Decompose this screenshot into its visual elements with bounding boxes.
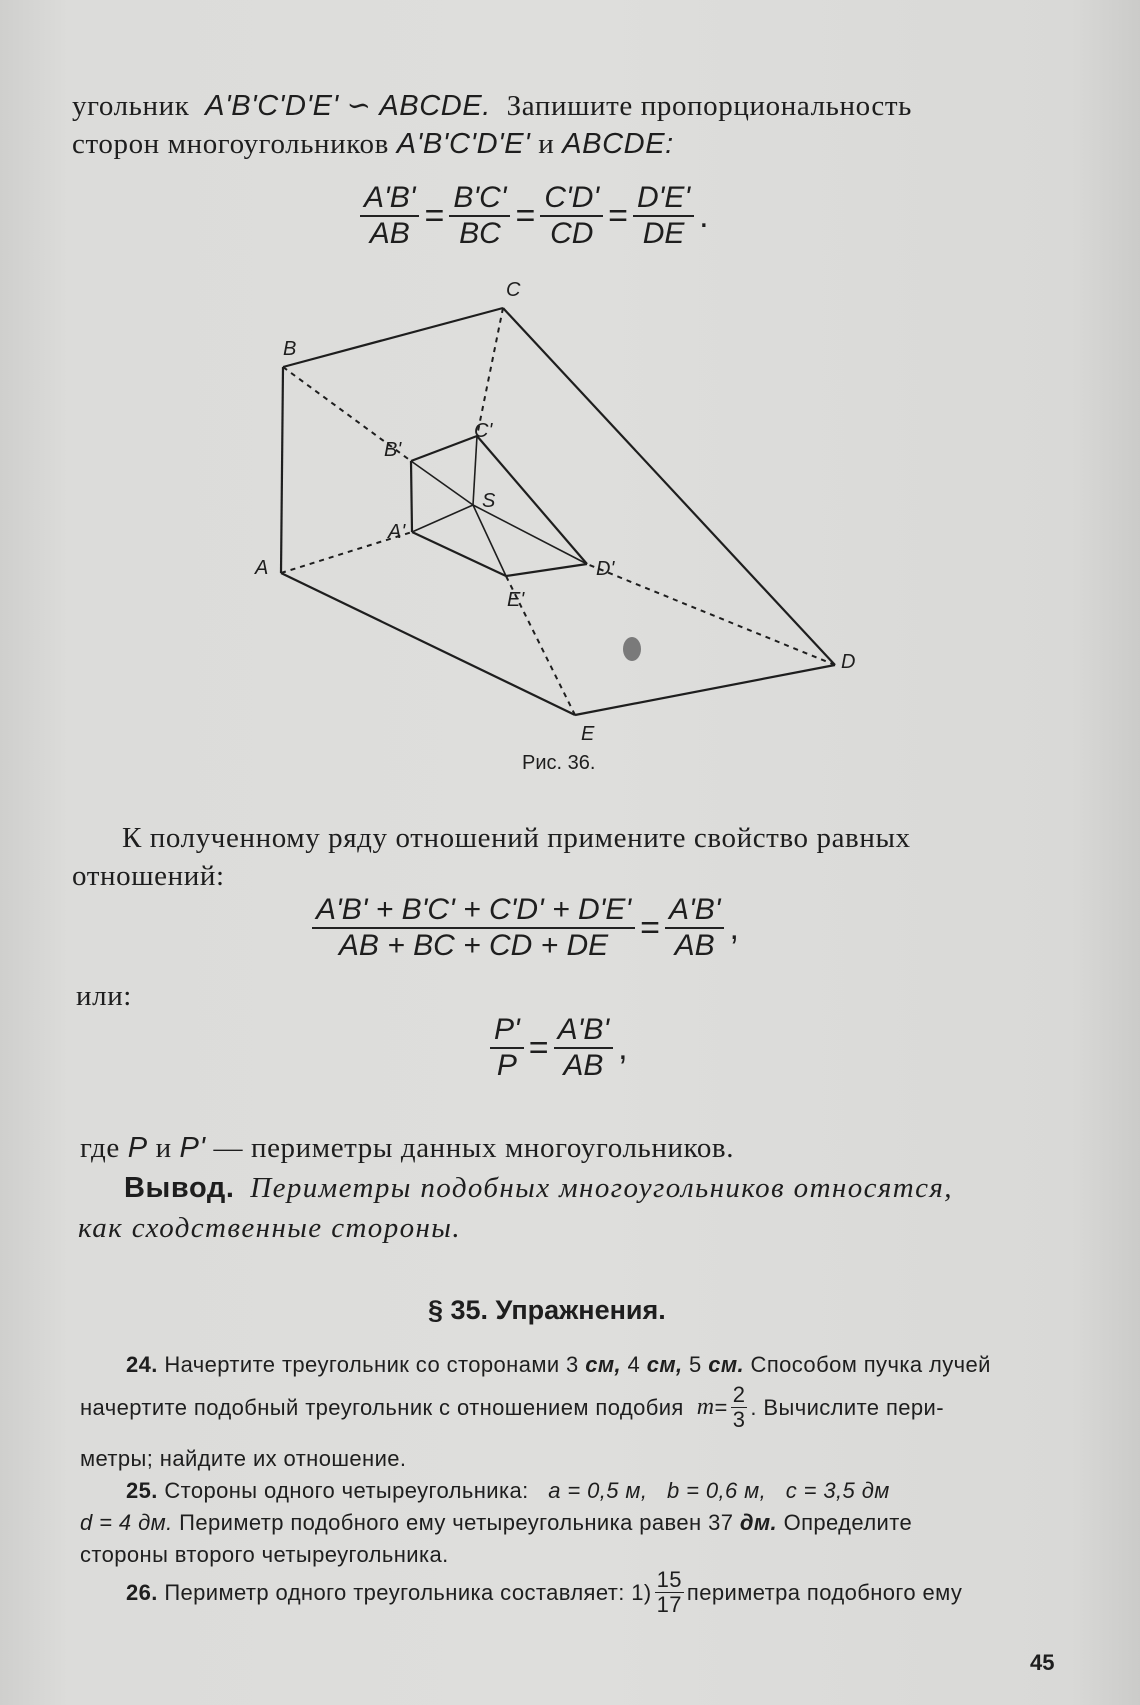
fraction: $\frac{15}{17}$ <box>656 1567 682 1617</box>
label-E1: E' <box>507 589 525 611</box>
exercise-26-line-1: 26. Периметр одного треугольника составляет: 1) $\frac{15}{17}$ периметра подобного ему <box>126 1567 963 1617</box>
label-D: D <box>841 651 856 673</box>
exercise-25-line-1: 25. Стороны одного четыреугольника: a = 0,5 м, b = 0,6 м, c = 3,5 дм <box>126 1478 890 1503</box>
ray-center-D <box>473 505 587 564</box>
ink-blot <box>623 637 641 661</box>
label-A1: A' <box>388 521 406 543</box>
fraction: $\frac{2}{3}$ <box>732 1382 746 1432</box>
or-word: или: <box>76 980 132 1012</box>
proportion-formula: $\frac{A'B'}{AB}$ = $\frac{B'C'}{BC}$ = $\frac{C'D'}{CD}$ = $\frac{D'E'}{DE}$ . <box>358 182 712 250</box>
fraction: $\frac{C'D'}{CD}$ <box>540 182 603 250</box>
label-B1: B' <box>384 439 402 461</box>
label-B: B <box>283 338 297 360</box>
top-line-1: угольник A'B'C'D'E' ∽ ABCDE. Запишите пропорциональность <box>72 90 912 122</box>
ray-center-E <box>473 505 506 576</box>
exercise-24-line-2: начертите подобный треугольник с отношением подобия m = $\frac{2}{3}$ . Вычислите пери- <box>80 1382 944 1432</box>
section-title: § 35. Упражнения. <box>428 1295 666 1325</box>
edge-CD <box>503 308 835 665</box>
para-line-1: К полученному ряду отношений примените свойство равных <box>122 822 911 854</box>
label-S: S <box>482 490 496 512</box>
page-number: 45 <box>1030 1650 1055 1675</box>
label-E: E <box>581 723 595 745</box>
ray-center-B <box>411 461 473 505</box>
fraction: $\frac{P'}{P}$ <box>490 1014 524 1082</box>
figure-36-diagram <box>240 270 880 750</box>
exercise-24-line-3: метры; найдите их отношение. <box>80 1446 407 1471</box>
fraction: $\frac{A'B'}{AB}$ <box>360 182 419 250</box>
fraction: $\frac{A'B'}{AB}$ <box>665 894 724 962</box>
edge-AB <box>281 367 283 573</box>
label-A: A <box>255 557 269 579</box>
exercise-24-line-1: 24. Начертите треугольник со сторонами 3 см, 4 см, 5 см. Способом пучка лучей <box>126 1352 991 1377</box>
conclusion-line-1: Вывод. Периметры подобных многоугольников относятся, <box>124 1172 953 1204</box>
sum-ratio-formula: $\frac{A'B' + B'C' + C'D' + D'E'}{AB + BC + CD + DE}$ = $\frac{A'B'}{AB}$ , <box>310 894 742 962</box>
edge-DE <box>575 665 835 715</box>
edge-D1E1 <box>506 564 587 576</box>
ray-C <box>477 308 503 436</box>
label-C1: C' <box>474 420 493 442</box>
label-D1: D' <box>596 558 615 580</box>
where-line: где P и P' — периметры данных многоугольников. <box>80 1132 735 1164</box>
edge-EA <box>281 573 575 715</box>
figure-caption: Рис. 36. <box>522 752 596 774</box>
label-C: C <box>506 279 521 301</box>
edge-A1B1 <box>411 461 412 532</box>
para-line-2: отношений: <box>72 860 225 892</box>
fraction: $\frac{D'E'}{DE}$ <box>633 182 694 250</box>
fraction: $\frac{A'B'}{AB}$ <box>554 1014 613 1082</box>
top-line-2: сторон многоугольников A'B'C'D'E' и ABCDE: <box>72 128 674 160</box>
edge-E1A1 <box>412 532 506 576</box>
exercise-25-line-3: стороны второго четыреугольника. <box>80 1542 449 1567</box>
ray-center-A <box>412 505 473 532</box>
perimeter-ratio-formula: $\frac{P'}{P}$ = $\frac{A'B'}{AB}$ , <box>488 1014 631 1082</box>
fraction: $\frac{B'C'}{BC}$ <box>449 182 510 250</box>
edge-BC <box>283 308 503 367</box>
ray-center-C <box>473 436 477 505</box>
exercise-25-line-2: d = 4 дм. Периметр подобного ему четыреугольника равен 37 дм. Определите <box>80 1510 913 1535</box>
conclusion-line-2: как сходственные стороны. <box>78 1212 461 1244</box>
edge-B1C1 <box>411 436 477 461</box>
fraction: $\frac{A'B' + B'C' + C'D' + D'E'}{AB + BC + CD + DE}$ <box>312 894 635 962</box>
